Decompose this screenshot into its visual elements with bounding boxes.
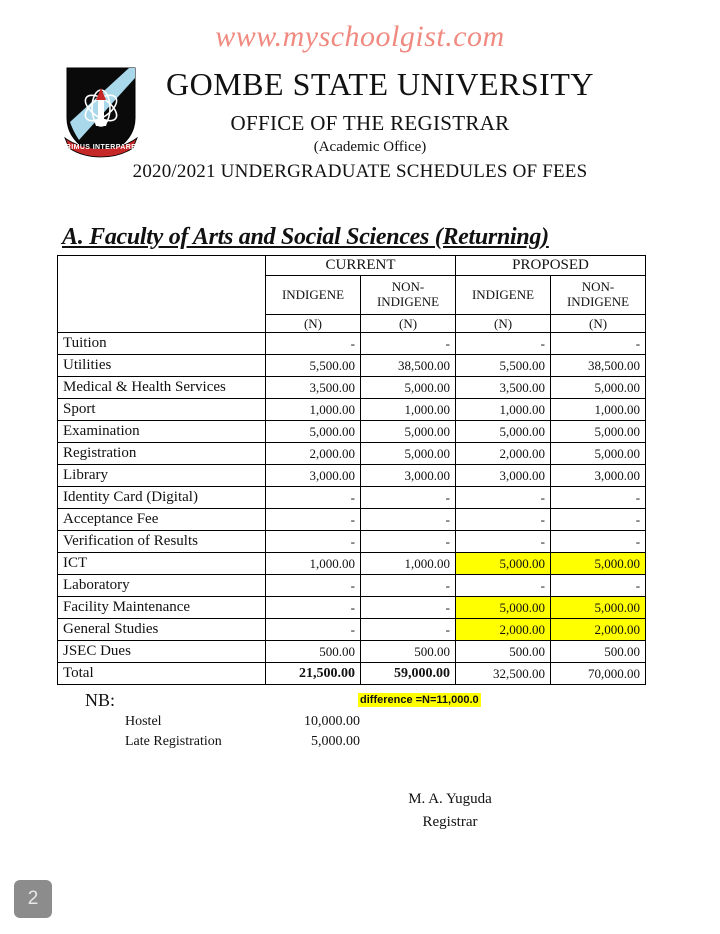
total-amount-cell: 32,500.00 [456, 663, 551, 685]
fee-item-label: Medical & Health Services [58, 377, 266, 399]
nb-rows [125, 712, 360, 753]
header-proposed-indigene: INDIGENE [456, 276, 551, 315]
office-subline: (Academic Office) [313, 138, 427, 155]
fee-item-label: Facility Maintenance [58, 597, 266, 619]
session-title: 2020/2021 UNDERGRADUATE SCHEDULES OF FEES [132, 160, 588, 182]
fee-amount-cell: 38,500.00 [551, 355, 646, 377]
table-row [58, 443, 646, 465]
fee-amount-cell: 1,000.00 [361, 399, 456, 421]
fee-amount-cell: 1,000.00 [551, 399, 646, 421]
header-currency-1: (N) [361, 315, 456, 333]
fee-amount-cell: 3,500.00 [456, 377, 551, 399]
total-amount-cell: 70,000.00 [551, 663, 646, 685]
table-head [58, 256, 646, 333]
fee-item-label: Registration [58, 443, 266, 465]
nb-item-amount: 5,000.00 [311, 734, 360, 750]
signatory-name: M. A. Yuguda [408, 791, 492, 807]
fee-amount-cell: - [266, 597, 361, 619]
organization-title: GOMBE STATE UNIVERSITY [166, 66, 594, 102]
header-group-current: CURRENT [266, 256, 456, 276]
fee-amount-cell: 1,000.00 [266, 553, 361, 575]
section-heading: A. Faculty of Arts and Social Sciences (Returning) [62, 224, 549, 250]
table-row [58, 575, 646, 597]
nb-item-label: Hostel [125, 714, 162, 729]
fee-amount-cell: 1,000.00 [361, 553, 456, 575]
fee-item-label: General Studies [58, 619, 266, 641]
fee-amount-cell: 5,000.00 [551, 443, 646, 465]
fee-item-label: JSEC Dues [58, 641, 266, 663]
fee-item-label: Laboratory [58, 575, 266, 597]
fee-amount-cell: - [361, 575, 456, 597]
fee-amount-cell: 2,000.00 [456, 443, 551, 465]
signature-block [0, 788, 720, 833]
fee-amount-cell: 3,000.00 [266, 465, 361, 487]
fee-amount-cell: - [266, 509, 361, 531]
fee-amount-cell: 5,000.00 [551, 377, 646, 399]
fees-table [57, 255, 646, 685]
header-currency-3: (N) [551, 315, 646, 333]
fee-amount-cell: 2,000.00 [551, 619, 646, 641]
fee-item-label: Tuition [58, 333, 266, 355]
fee-amount-cell: - [361, 597, 456, 619]
table-row [58, 531, 646, 553]
fee-amount-cell: - [266, 333, 361, 355]
signatory-title: Registrar [422, 813, 478, 830]
fee-amount-cell: 500.00 [361, 641, 456, 663]
table-row [58, 641, 646, 663]
fee-amount-cell: 5,000.00 [456, 421, 551, 443]
table-row [58, 553, 646, 575]
fee-amount-cell: - [456, 487, 551, 509]
fee-amount-cell: - [456, 333, 551, 355]
fee-amount-cell: 3,500.00 [266, 377, 361, 399]
header-proposed-non-indigene: NON- INDIGENE [551, 276, 646, 315]
difference-note: difference =N=11,000.0 [360, 694, 479, 706]
fee-item-label: Acceptance Fee [58, 509, 266, 531]
table-row [58, 377, 646, 399]
header-currency-2: (N) [456, 315, 551, 333]
table-row [58, 487, 646, 509]
fee-amount-cell: 2,000.00 [266, 443, 361, 465]
fee-amount-cell: - [361, 531, 456, 553]
fee-amount-cell: - [266, 531, 361, 553]
table-row [58, 355, 646, 377]
nb-item-amount: 10,000.00 [304, 714, 360, 729]
total-amount-cell: 59,000.00 [361, 663, 456, 685]
table-row [58, 465, 646, 487]
fee-amount-cell: - [361, 509, 456, 531]
fee-amount-cell: - [361, 333, 456, 355]
fee-amount-cell: - [456, 509, 551, 531]
fee-item-label: Sport [58, 399, 266, 421]
fee-amount-cell: - [551, 509, 646, 531]
fee-amount-cell: - [456, 531, 551, 553]
table-row [58, 597, 646, 619]
office-line: OFFICE OF THE REGISTRAR [230, 110, 510, 135]
fee-item-label: Library [58, 465, 266, 487]
fee-amount-cell: 5,000.00 [266, 421, 361, 443]
fee-amount-cell: 5,000.00 [456, 553, 551, 575]
nb-label: NB: [85, 690, 116, 710]
fee-amount-cell: - [266, 575, 361, 597]
table-total-row [58, 663, 646, 685]
fee-amount-cell: - [361, 487, 456, 509]
fee-amount-cell: 5,000.00 [551, 553, 646, 575]
header-blank-corner [58, 256, 266, 333]
header-current-non-indigene: NON- INDIGENE [361, 276, 456, 315]
header-group-proposed: PROPOSED [456, 256, 646, 276]
table-group-header-row [58, 256, 646, 276]
fee-amount-cell: 500.00 [456, 641, 551, 663]
svg-text:PRIMUS INTERPARES: PRIMUS INTERPARES [63, 144, 139, 151]
fee-amount-cell: - [551, 487, 646, 509]
fee-amount-cell: 5,000.00 [456, 597, 551, 619]
fee-amount-cell: 38,500.00 [361, 355, 456, 377]
fee-amount-cell: 5,000.00 [361, 443, 456, 465]
nb-row [125, 732, 360, 752]
fee-item-label: Identity Card (Digital) [58, 487, 266, 509]
table-row [58, 509, 646, 531]
fee-amount-cell: 3,000.00 [551, 465, 646, 487]
nb-item-label: Late Registration [125, 734, 222, 750]
fee-item-label: ICT [58, 553, 266, 575]
total-label: Total [58, 663, 266, 685]
fee-amount-cell: - [266, 487, 361, 509]
fee-amount-cell: 5,000.00 [361, 377, 456, 399]
total-amount-cell: 21,500.00 [266, 663, 361, 685]
fee-amount-cell: - [551, 333, 646, 355]
fee-amount-cell: - [551, 575, 646, 597]
header-currency-0: (N) [266, 315, 361, 333]
table-row [58, 421, 646, 443]
table-row [58, 399, 646, 421]
fee-amount-cell: 500.00 [266, 641, 361, 663]
header-current-indigene: INDIGENE [266, 276, 361, 315]
site-watermark: www.myschoolgist.com [215, 20, 505, 53]
page-number-badge[interactable]: 2 [14, 880, 52, 918]
fee-amount-cell: - [361, 619, 456, 641]
fee-amount-cell: 500.00 [551, 641, 646, 663]
fee-amount-cell: 3,000.00 [456, 465, 551, 487]
fee-amount-cell: 1,000.00 [266, 399, 361, 421]
fee-item-label: Utilities [58, 355, 266, 377]
fee-amount-cell: 1,000.00 [456, 399, 551, 421]
table-body [58, 333, 646, 685]
fee-amount-cell: 5,500.00 [266, 355, 361, 377]
letterhead [0, 66, 720, 183]
table-row [58, 619, 646, 641]
fee-amount-cell: 5,000.00 [551, 597, 646, 619]
fee-amount-cell: - [456, 575, 551, 597]
nb-row [125, 712, 360, 732]
fee-amount-cell: - [266, 619, 361, 641]
fee-amount-cell: 5,500.00 [456, 355, 551, 377]
fee-amount-cell: 5,000.00 [361, 421, 456, 443]
fee-item-label: Examination [58, 421, 266, 443]
fee-amount-cell: - [551, 531, 646, 553]
fee-amount-cell: 3,000.00 [361, 465, 456, 487]
fee-item-label: Verification of Results [58, 531, 266, 553]
table-row [58, 333, 646, 355]
fee-amount-cell: 2,000.00 [456, 619, 551, 641]
fee-amount-cell: 5,000.00 [551, 421, 646, 443]
